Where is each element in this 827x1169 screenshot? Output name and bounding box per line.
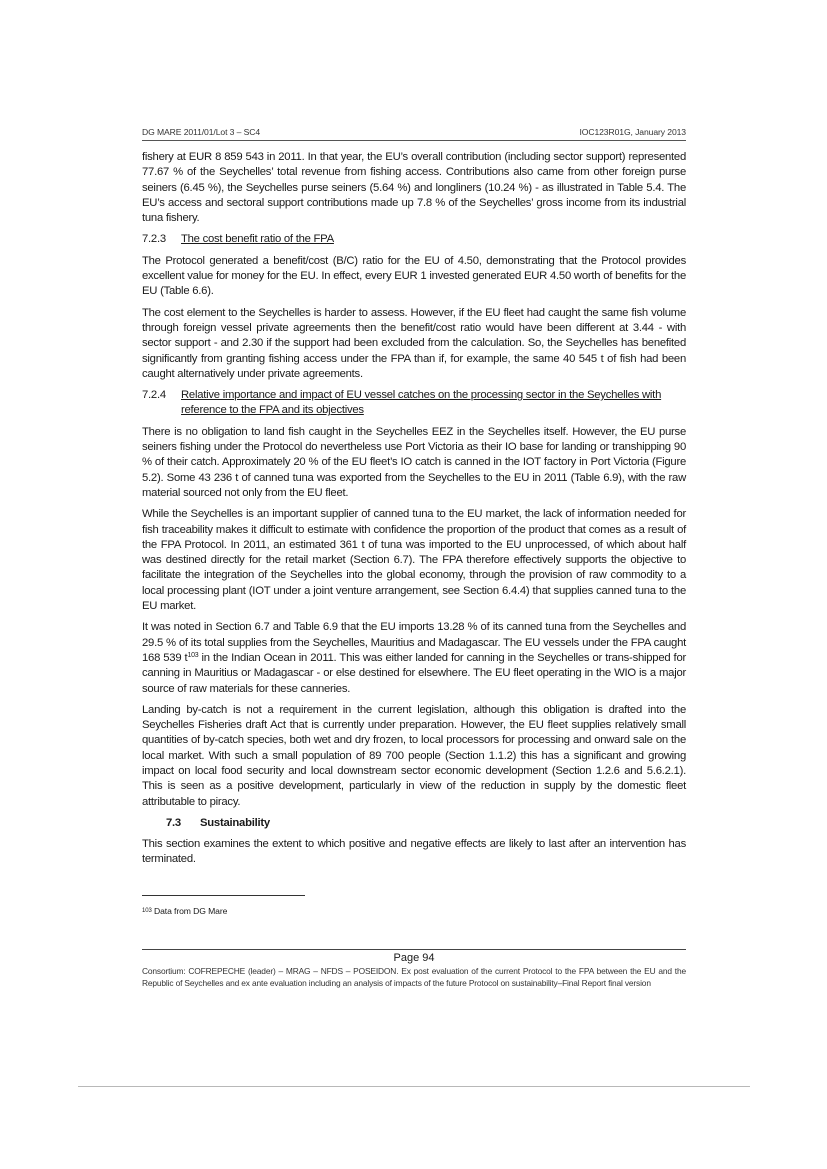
heading-title: Sustainability xyxy=(200,816,270,829)
heading-number: 7.3 xyxy=(166,816,181,829)
footer-divider xyxy=(142,949,686,950)
body-content xyxy=(142,150,686,874)
heading-title: Relative importance and impact of EU vessel catches on the processing sector in the Seychelles with reference to the FPA and its objectives xyxy=(181,389,662,417)
page-header xyxy=(142,127,686,141)
paragraph-7: Landing by-catch is not a requirement in the current legislation, although this obligation is drafted into the Seychelles Fisheries draft Act that is currently under preparation. However, the EU fleet supplies relatively small quantities of by-catch species, both wet and dry frozen, to local processors for processing and onward sale on the local market. With such a small population of 89 700 people (Section 1.1.2) this has a significant and growing impact on local food security and local downstream sector economic development (Section 1.2.6 and 5.6.2.1). This is seen as a positive development, particularly in view of the reduction in supply by the domestic fleet attributable to piracy. xyxy=(142,703,686,808)
footnote-text: Data from DG Mare xyxy=(151,906,228,916)
footer-text: Consortium: COFREPECHE (leader) – MRAG – NFDS – POSEIDON. Ex post evaluation of the current Protocol to the FPA between the EU and the Republic of Seychelles and ex ante evaluation including an analysis of impacts of the future Protocol on sustainability–Final Report final version xyxy=(142,966,686,988)
paragraph-6-part-a: It was noted in Section 6.7 and Table 6.9 that the EU imports 13.28 % of its canned tuna from the Seychelles and 29.5 % of its total supplies from the Seychelles, Mauritius and Madagascar. The EU vessels under the FPA caught 168 539 t xyxy=(142,621,686,664)
paragraph-2: The Protocol generated a benefit/cost (B/C) ratio for the EU of 4.50, demonstrating that the Protocol provides excellent value for money for the EU. In effect, every EUR 1 invested generated EUR 4.50 worth of benefits for the EU (Table 6.6). xyxy=(142,254,686,298)
heading-7-2-3 xyxy=(142,232,686,247)
paragraph-1: fishery at EUR 8 859 543 in 2011. In that year, the EU’s overall contribution (including sector support) represented 77.67 % of the Seychelles’ total revenue from fishing access. Contributions also came from other foreign purse seiners (6.45 %), the Seychelles purse seiners (5.64 %) and longliners (10.24 %) - as illustrated in Table 5.4. The EU’s access and sectoral support contributions made up 7.8 % of the Seychelles’ gross income from its industrial tuna fishery. xyxy=(142,151,686,225)
header-left: DG MARE 2011/01/Lot 3 – SC4 xyxy=(142,127,260,137)
paragraph-6-part-b: in the Indian Ocean in 2011. This was either landed for canning in the Seychelles or trans-shipped for canning in Mauritius or Madagascar - or else destined for elsewhere. The EU fleet operating in the WIO is a major source of raw materials for these canneries. xyxy=(142,651,686,695)
page-number: Page 94 xyxy=(393,952,435,964)
footnote-marker: 103 xyxy=(142,908,152,914)
heading-number: 7.2.3 xyxy=(142,233,166,246)
footnote-separator xyxy=(142,895,305,896)
paragraph-6 xyxy=(142,620,686,696)
paragraph-4: There is no obligation to land fish caught in the Seychelles EEZ in the Seychelles itself. However, the EU purse seiners fishing under the Protocol do nevertheless use Port Victoria as their IO base for landing or transhipping 90 % of their catch. Approximately 20 % of the EU fleet’s IO catch is canned in the IOT factory in Port Victoria (Figure 5.2). Some 43 236 t of canned tuna was exported from the Seychelles to the EU in 2011 (Table 6.9), with the raw material sourced not only from the EU fleet. xyxy=(142,425,686,499)
heading-7-2-4 xyxy=(142,388,686,419)
footnote-reference[interactable]: 103 xyxy=(187,651,199,659)
paragraph-3: The cost element to the Seychelles is harder to assess. However, if the EU fleet had caught the same fish volume through foreign vessel private agreements then the benefit/cost ratio would have been different at 3.44 - with sector support - and 2.30 if the support had been excluded from the calculation. So, the Seychelles has benefited significantly from granting fishing access under the FPA than if, for example, the same 40 545 t of fish had been caught alternatively under private agreements. xyxy=(142,306,686,380)
page-bottom-divider xyxy=(78,1086,750,1087)
heading-number: 7.2.4 xyxy=(142,389,166,402)
heading-title: The cost benefit ratio of the FPA xyxy=(181,233,334,246)
header-right: IOC123R01G, January 2013 xyxy=(579,127,686,137)
paragraph-8: This section examines the extent to which positive and negative effects are likely to last after an intervention has terminated. xyxy=(142,838,686,866)
paragraph-5: While the Seychelles is an important supplier of canned tuna to the EU market, the lack of information needed for fish traceability makes it difficult to estimate with confidence the proportion of the product that comes as a result of the FPA Protocol. In 2011, an estimated 361 t of tuna was imported to the EU unprocessed, of which about half was destined directly for the retail market (Section 6.7). The FPA therefore effectively supports the objective to facilitate the integration of the Seychelles into the global economy, through the provision of raw commodity to a local processing plant (IOT under a joint venture arrangement, see Section 6.4.4) that supplies canned tuna to the EU market. xyxy=(142,508,686,613)
heading-7-3 xyxy=(166,816,686,831)
footnote xyxy=(142,906,227,916)
